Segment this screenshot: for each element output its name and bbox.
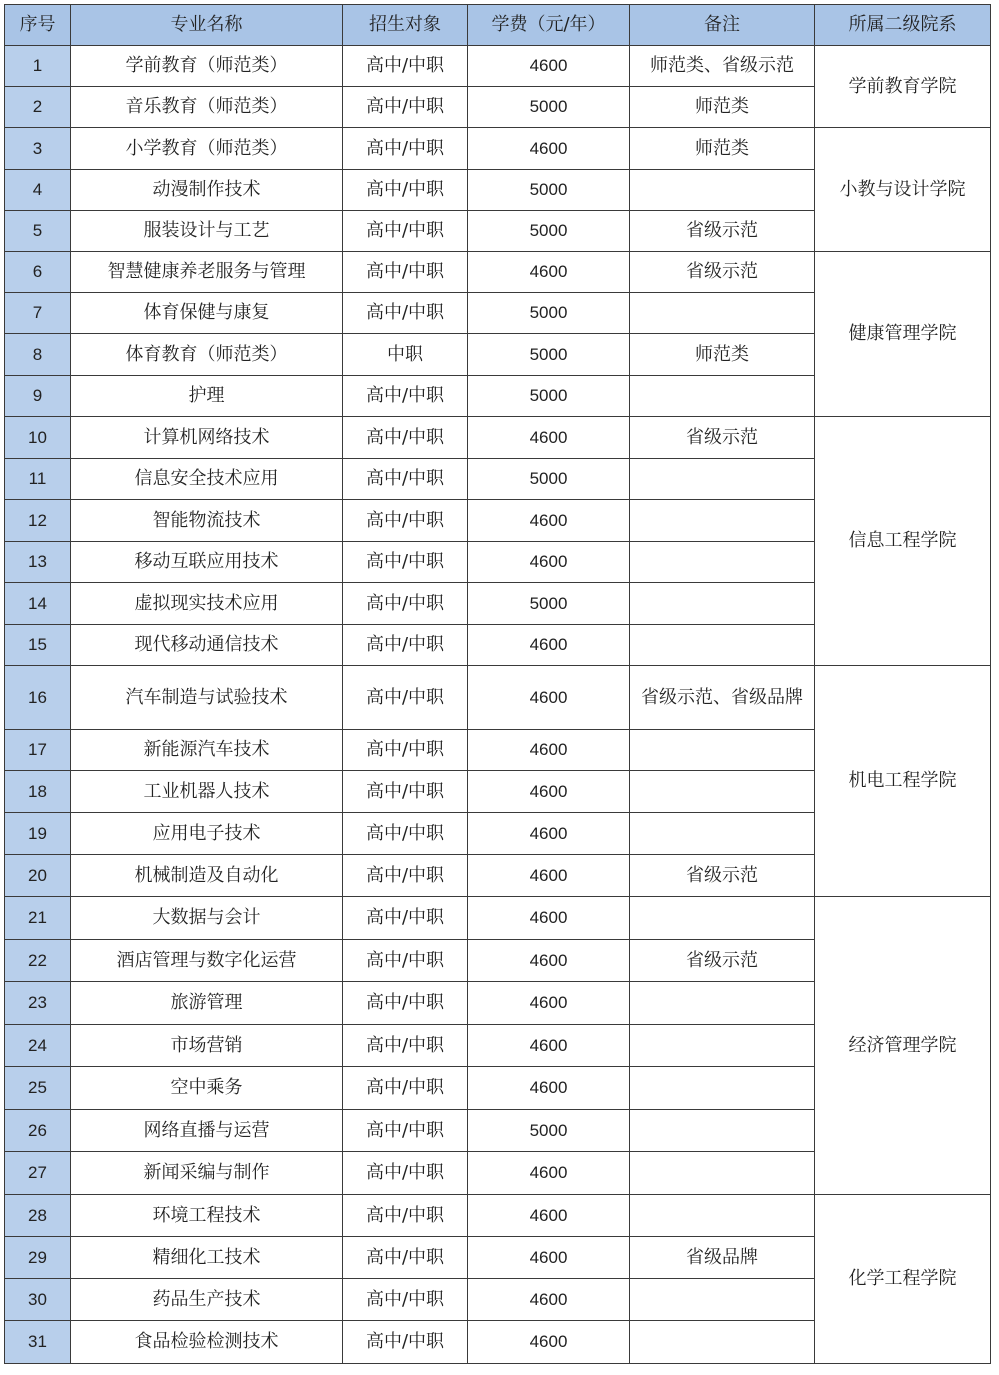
major-name: 工业机器人技术	[71, 771, 343, 813]
enrollment-target: 高中/中职	[343, 813, 468, 855]
row-number: 11	[5, 459, 71, 500]
enrollment-target: 高中/中职	[343, 1025, 468, 1067]
major-name: 动漫制作技术	[71, 170, 343, 211]
tuition-fee: 4600	[468, 46, 630, 87]
major-name: 音乐教育（师范类）	[71, 87, 343, 128]
enrollment-target: 高中/中职	[343, 771, 468, 813]
enrollment-target: 高中/中职	[343, 542, 468, 583]
row-number: 10	[5, 417, 71, 459]
tuition-fee: 4600	[468, 1152, 630, 1195]
row-number: 25	[5, 1067, 71, 1110]
row-number: 6	[5, 252, 71, 293]
note	[630, 583, 815, 625]
major-name: 汽车制造与试验技术	[71, 666, 343, 730]
header-no: 序号	[5, 5, 71, 46]
enrollment-target: 高中/中职	[343, 87, 468, 128]
row-number: 21	[5, 897, 71, 940]
department: 机电工程学院	[815, 666, 991, 897]
table-row	[5, 1195, 991, 1237]
note	[630, 1067, 815, 1110]
note	[630, 813, 815, 855]
row-number: 14	[5, 583, 71, 625]
enrollment-target: 高中/中职	[343, 982, 468, 1025]
major-name: 信息安全技术应用	[71, 459, 343, 500]
row-number: 24	[5, 1025, 71, 1067]
note: 师范类	[630, 87, 815, 128]
header-fee: 学费（元/年）	[468, 5, 630, 46]
major-name: 旅游管理	[71, 982, 343, 1025]
major-name: 网络直播与运营	[71, 1110, 343, 1152]
row-number: 1	[5, 46, 71, 87]
note	[630, 293, 815, 334]
major-name: 空中乘务	[71, 1067, 343, 1110]
enrollment-target: 高中/中职	[343, 1152, 468, 1195]
note: 师范类	[630, 128, 815, 170]
major-name: 体育保健与康复	[71, 293, 343, 334]
enrollment-target: 高中/中职	[343, 46, 468, 87]
note: 省级示范	[630, 252, 815, 293]
note	[630, 625, 815, 666]
department: 化学工程学院	[815, 1195, 991, 1364]
tuition-fee: 5000	[468, 376, 630, 417]
enrollment-target: 高中/中职	[343, 1195, 468, 1237]
major-name: 新能源汽车技术	[71, 730, 343, 771]
note: 省级示范	[630, 855, 815, 897]
tuition-fee: 5000	[468, 583, 630, 625]
major-name: 护理	[71, 376, 343, 417]
note	[630, 897, 815, 940]
row-number: 23	[5, 982, 71, 1025]
row-number: 7	[5, 293, 71, 334]
tuition-fee: 5000	[468, 170, 630, 211]
row-number: 3	[5, 128, 71, 170]
row-number: 5	[5, 211, 71, 252]
department: 健康管理学院	[815, 252, 991, 417]
tuition-fee: 4600	[468, 855, 630, 897]
tuition-fee: 5000	[468, 334, 630, 376]
header-target: 招生对象	[343, 5, 468, 46]
table-row	[5, 897, 991, 940]
enrollment-target: 高中/中职	[343, 211, 468, 252]
note	[630, 1321, 815, 1364]
note	[630, 1025, 815, 1067]
tuition-fee: 5000	[468, 459, 630, 500]
tuition-fee: 4600	[468, 982, 630, 1025]
note: 省级示范	[630, 417, 815, 459]
header-major: 专业名称	[71, 5, 343, 46]
tuition-fee: 4600	[468, 1025, 630, 1067]
note: 省级示范、省级品牌	[630, 666, 815, 730]
enrollment-target: 高中/中职	[343, 625, 468, 666]
enrollment-target: 高中/中职	[343, 293, 468, 334]
note: 师范类、省级示范	[630, 46, 815, 87]
tuition-fee: 5000	[468, 293, 630, 334]
header-department: 所属二级院系	[815, 5, 991, 46]
department: 经济管理学院	[815, 897, 991, 1195]
major-name: 酒店管理与数字化运营	[71, 940, 343, 982]
note	[630, 982, 815, 1025]
row-number: 28	[5, 1195, 71, 1237]
note	[630, 376, 815, 417]
tuition-fee: 4600	[468, 625, 630, 666]
tuition-fee: 4600	[468, 417, 630, 459]
row-number: 17	[5, 730, 71, 771]
note	[630, 459, 815, 500]
row-number: 19	[5, 813, 71, 855]
major-name: 计算机网络技术	[71, 417, 343, 459]
major-name: 环境工程技术	[71, 1195, 343, 1237]
note	[630, 1279, 815, 1321]
major-name: 学前教育（师范类）	[71, 46, 343, 87]
major-name: 精细化工技术	[71, 1237, 343, 1279]
table-row	[5, 252, 991, 293]
tuition-fee: 4600	[468, 897, 630, 940]
row-number: 31	[5, 1321, 71, 1364]
row-number: 9	[5, 376, 71, 417]
tuition-fee: 4600	[468, 771, 630, 813]
major-name: 现代移动通信技术	[71, 625, 343, 666]
enrollment-target: 高中/中职	[343, 252, 468, 293]
tuition-fee: 4600	[468, 252, 630, 293]
note: 省级示范	[630, 211, 815, 252]
major-name: 移动互联应用技术	[71, 542, 343, 583]
enrollment-target: 高中/中职	[343, 376, 468, 417]
row-number: 30	[5, 1279, 71, 1321]
header-note: 备注	[630, 5, 815, 46]
tuition-fee: 4600	[468, 542, 630, 583]
department: 学前教育学院	[815, 46, 991, 128]
note	[630, 1110, 815, 1152]
tuition-fee: 4600	[468, 730, 630, 771]
row-number: 18	[5, 771, 71, 813]
tuition-fee: 4600	[468, 940, 630, 982]
enrollment-target: 高中/中职	[343, 730, 468, 771]
department: 信息工程学院	[815, 417, 991, 666]
major-name: 体育教育（师范类）	[71, 334, 343, 376]
major-name: 小学教育（师范类）	[71, 128, 343, 170]
enrollment-target: 高中/中职	[343, 1321, 468, 1364]
header-row	[5, 5, 991, 46]
note	[630, 500, 815, 542]
tuition-fee: 4600	[468, 1195, 630, 1237]
enrollment-target: 高中/中职	[343, 1067, 468, 1110]
note	[630, 771, 815, 813]
row-number: 15	[5, 625, 71, 666]
row-number: 4	[5, 170, 71, 211]
note	[630, 1195, 815, 1237]
tuition-fee: 5000	[468, 211, 630, 252]
tuition-fee: 4600	[468, 813, 630, 855]
table-row	[5, 128, 991, 170]
enrollment-target: 高中/中职	[343, 940, 468, 982]
row-number: 29	[5, 1237, 71, 1279]
row-number: 12	[5, 500, 71, 542]
major-name: 服装设计与工艺	[71, 211, 343, 252]
note: 省级品牌	[630, 1237, 815, 1279]
table-row	[5, 666, 991, 730]
department: 小教与设计学院	[815, 128, 991, 252]
enrollment-target: 高中/中职	[343, 417, 468, 459]
enrollment-target: 中职	[343, 334, 468, 376]
note: 师范类	[630, 334, 815, 376]
enrollment-target: 高中/中职	[343, 666, 468, 730]
major-name: 应用电子技术	[71, 813, 343, 855]
major-name: 虚拟现实技术应用	[71, 583, 343, 625]
tuition-fee: 4600	[468, 1279, 630, 1321]
row-number: 26	[5, 1110, 71, 1152]
table-row	[5, 417, 991, 459]
tuition-fee: 4600	[468, 500, 630, 542]
tuition-fee: 4600	[468, 666, 630, 730]
major-name: 新闻采编与制作	[71, 1152, 343, 1195]
major-name: 大数据与会计	[71, 897, 343, 940]
row-number: 27	[5, 1152, 71, 1195]
major-name: 市场营销	[71, 1025, 343, 1067]
major-name: 食品检验检测技术	[71, 1321, 343, 1364]
enrollment-target: 高中/中职	[343, 583, 468, 625]
note	[630, 1152, 815, 1195]
enrollment-target: 高中/中职	[343, 128, 468, 170]
tuition-fee: 4600	[468, 128, 630, 170]
tuition-fee: 4600	[468, 1321, 630, 1364]
enrollment-target: 高中/中职	[343, 459, 468, 500]
enrollment-target: 高中/中职	[343, 897, 468, 940]
note: 省级示范	[630, 940, 815, 982]
enrollment-target: 高中/中职	[343, 1110, 468, 1152]
row-number: 20	[5, 855, 71, 897]
enrollment-target: 高中/中职	[343, 170, 468, 211]
major-name: 机械制造及自动化	[71, 855, 343, 897]
major-name: 药品生产技术	[71, 1279, 343, 1321]
enrollment-target: 高中/中职	[343, 1237, 468, 1279]
enrollment-target: 高中/中职	[343, 500, 468, 542]
enrollment-target: 高中/中职	[343, 855, 468, 897]
row-number: 22	[5, 940, 71, 982]
tuition-fee: 4600	[468, 1067, 630, 1110]
row-number: 2	[5, 87, 71, 128]
row-number: 8	[5, 334, 71, 376]
tuition-fee: 5000	[468, 87, 630, 128]
note	[630, 730, 815, 771]
tuition-fee: 4600	[468, 1237, 630, 1279]
enrollment-target: 高中/中职	[343, 1279, 468, 1321]
table-row	[5, 46, 991, 87]
major-name: 智能物流技术	[71, 500, 343, 542]
row-number: 16	[5, 666, 71, 730]
row-number: 13	[5, 542, 71, 583]
major-name: 智慧健康养老服务与管理	[71, 252, 343, 293]
note	[630, 170, 815, 211]
tuition-fee: 5000	[468, 1110, 630, 1152]
note	[630, 542, 815, 583]
majors-table	[4, 4, 991, 1364]
